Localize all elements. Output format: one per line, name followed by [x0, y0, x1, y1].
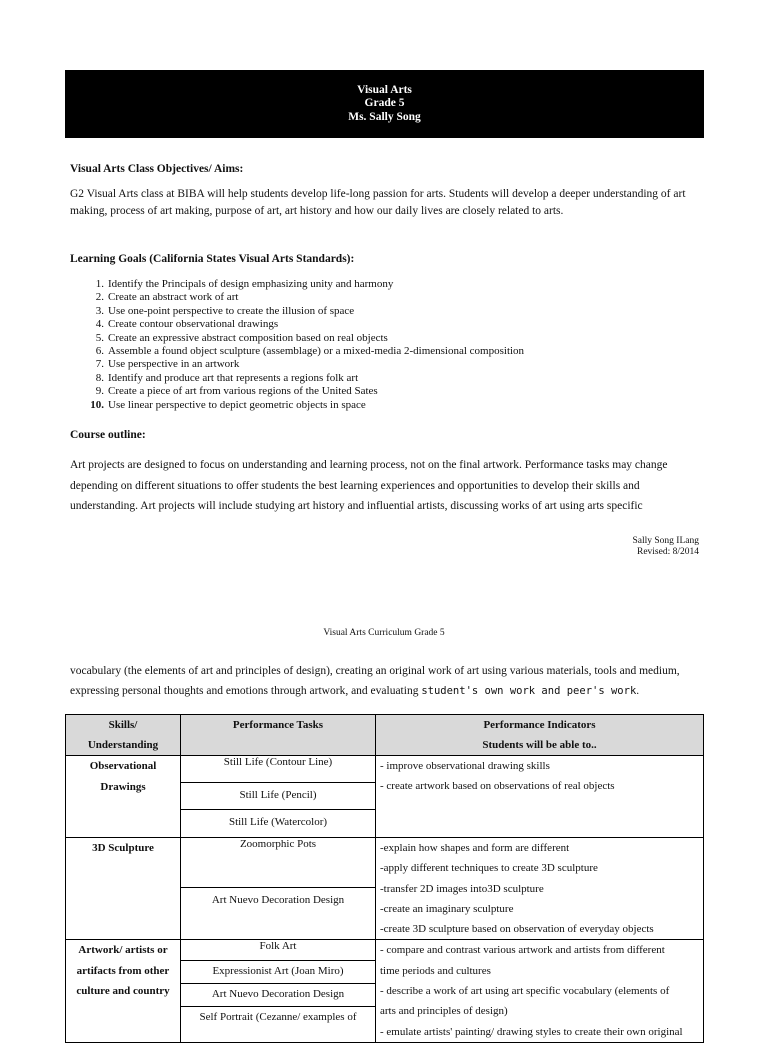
tasks-cell	[181, 756, 376, 838]
goals-heading: Learning Goals (California States Visual Arts Standards):	[70, 253, 355, 265]
indicators-cell: - compare and contrast various artwork and artists from different time periods and cultures - describe a work of art using art specific vocabulary (elements of arts and principles of design) - emulate artists' painting/ drawing styles to create their own original	[376, 940, 704, 1042]
task-item: Still Life (Watercolor)	[228, 816, 328, 828]
task-item: Folk Art	[181, 940, 375, 961]
curriculum-table	[65, 714, 704, 1043]
task-item: Still Life (Pencil)	[181, 783, 375, 810]
vocab-line: expressing personal thoughts and emotions through artwork, and evaluating student's own work and peer's work.	[70, 685, 640, 697]
task-item: Zoomorphic Pots	[181, 838, 375, 888]
teacher-name: Ms. Sally Song	[348, 110, 421, 123]
objectives-paragraph	[70, 186, 720, 220]
skill-cell: Observational Drawings	[66, 756, 181, 838]
table-row	[66, 838, 704, 940]
goals-list	[70, 278, 524, 412]
grade-label: Grade 5	[364, 97, 405, 110]
list-item: 8. Identify and produce art that represents a regions folk art	[95, 371, 359, 384]
task-item: Art Nuevo Decoration Design	[181, 984, 375, 1007]
list-item: 9. Create a piece of art from various regions of the United Sates	[95, 385, 378, 398]
outline-line: depending on different situations to offer students the best learning experiences and opportunities to develop their skills and	[70, 479, 640, 492]
list-item: 10. Use linear perspective to depict geometric objects in space	[90, 398, 366, 411]
outline-heading: Course outline:	[70, 429, 146, 441]
vocab-line: vocabulary (the elements of art and principles of design), creating an original work of art using various materials, tools and medium,	[70, 665, 680, 677]
objectives-line: G2 Visual Arts class at BIBA will help students develop life-long passion for arts. Students will develop a deeper understanding of art	[70, 188, 686, 200]
author-name: Sally Song ILang	[632, 536, 699, 546]
signature-block	[633, 536, 700, 558]
list-item: 3. Use one-point perspective to create the illusion of space	[95, 304, 355, 317]
task-item: Expressionist Art (Joan Miro)	[181, 961, 375, 984]
revision-date: Revised: 8/2014	[636, 547, 699, 557]
list-item: 2. Create an abstract work of art	[95, 291, 239, 304]
indicators-cell: -explain how shapes and form are different -apply different techniques to create 3D sculpture -transfer 2D images into3D sculpture -create an imaginary sculpture -create 3D sculpture based on observation of everyday objects	[376, 838, 704, 940]
outline-line: Art projects are designed to focus on understanding and learning process, not on the final artwork. Performance tasks may change	[70, 459, 668, 471]
list-item: 5. Create an expressive abstract composition based on real objects	[95, 331, 388, 344]
table-header-row	[66, 715, 704, 756]
tasks-cell	[181, 838, 376, 940]
curriculum-title: Visual Arts Curriculum Grade 5	[323, 628, 445, 638]
table-row	[66, 940, 704, 1042]
outline-paragraph	[70, 455, 710, 517]
list-item: 7. Use perspective in an artwork	[95, 358, 240, 371]
table-row	[66, 756, 704, 838]
task-item: Self Portrait (Cezanne/ examples of	[199, 1011, 357, 1024]
skill-cell: 3D Sculpture	[66, 838, 181, 940]
course-title: Visual Arts	[357, 83, 412, 96]
objectives-line: making, process of art making, purpose of art, art history and how our daily lives are closely related to arts.	[70, 205, 564, 217]
vocab-paragraph	[70, 661, 710, 701]
task-item: Still Life (Contour Line)	[181, 756, 375, 783]
indicators-cell: - improve observational drawing skills - create artwork based on observations of real objects	[376, 756, 704, 838]
list-item: 1. Identify the Principals of design emphasizing unity and harmony	[95, 278, 394, 290]
skill-cell: Artwork/ artists or artifacts from other culture and country	[66, 940, 181, 1042]
list-item: 4. Create contour observational drawings	[95, 318, 279, 331]
list-item: 6. Assemble a found object sculpture (assemblage) or a mixed-media 2-dimensional composition	[95, 345, 525, 358]
tasks-cell	[181, 940, 376, 1042]
header-skills: Skills/ Understanding	[66, 715, 181, 756]
header-tasks: Performance Tasks	[181, 715, 376, 756]
objectives-heading: Visual Arts Class Objectives/ Aims:	[70, 163, 244, 175]
title-banner	[65, 70, 704, 138]
task-item: Art Nuevo Decoration Design	[211, 894, 345, 906]
header-indicators: Performance Indicators Students will be able to..	[376, 715, 704, 756]
outline-line: understanding. Art projects will include studying art history and influential artists, discussing works of art using arts specific	[70, 500, 643, 512]
